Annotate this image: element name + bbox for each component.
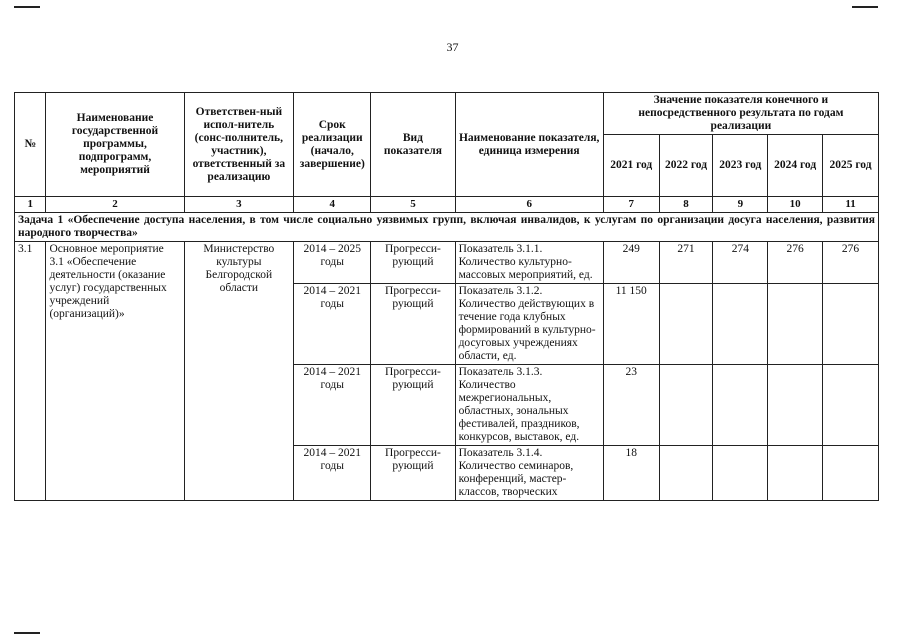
header-row-1 xyxy=(15,93,879,135)
col-number: 3 xyxy=(184,197,294,213)
col-number: 9 xyxy=(713,197,768,213)
page-number: 37 xyxy=(446,40,459,54)
indicator-type: Прогресси-рующий xyxy=(371,365,455,446)
indicator-term: 2014 – 2021 годы xyxy=(294,446,371,501)
col-number: 5 xyxy=(371,197,455,213)
indicator-value-2025 xyxy=(823,446,879,501)
col-number: 1 xyxy=(15,197,46,213)
col-number: 8 xyxy=(659,197,713,213)
indicator-value-2024 xyxy=(768,365,823,446)
col-number: 7 xyxy=(603,197,659,213)
task-title: Задача 1 «Обеспечение доступа населения, в том числе социально уязвимых групп, включая инвалидов, к услугам по организации досуга населения, развития народного творчества» xyxy=(15,213,879,242)
col-number: 10 xyxy=(768,197,823,213)
header-num: № xyxy=(15,93,46,197)
activity-name: Основное мероприятие 3.1 «Обеспечение деятельности (оказание услуг) государственных учреждений (организаций)» xyxy=(46,242,184,501)
indicator-value-2022 xyxy=(659,446,713,501)
header-year-2023: 2023 год xyxy=(713,135,768,197)
indicator-value-2025 xyxy=(823,365,879,446)
row-number: 3.1 xyxy=(15,242,46,501)
indicator-value-2021: 11 150 xyxy=(603,284,659,365)
indicator-value-2023 xyxy=(713,284,768,365)
indicator-value-2022 xyxy=(659,284,713,365)
indicator-row xyxy=(15,242,879,284)
header-responsible: Ответствен-ный испол-нитель (сонс-полнитель, участник), ответственный за реализацию xyxy=(184,93,294,197)
header-indicator: Наименование показателя, единица измерения xyxy=(455,93,603,197)
responsible-name: Министерство культуры Белгородской области xyxy=(184,242,294,501)
indicator-name: Показатель 3.1.3. Количество межрегиональных, областных, зональных фестивалей, праздников, конкурсов, выставок, ед. xyxy=(455,365,603,446)
indicator-term: 2014 – 2021 годы xyxy=(294,365,371,446)
indicator-type: Прогресси-рующий xyxy=(371,242,455,284)
indicator-value-2024: 276 xyxy=(768,242,823,284)
indicator-value-2024 xyxy=(768,284,823,365)
col-number: 4 xyxy=(294,197,371,213)
task-row xyxy=(15,213,879,242)
indicator-value-2021: 249 xyxy=(603,242,659,284)
header-term: Срок реализации (начало, завершение) xyxy=(294,93,371,197)
corner-mark-top-left xyxy=(14,6,40,8)
indicator-value-2023 xyxy=(713,365,768,446)
col-number: 6 xyxy=(455,197,603,213)
header-value-group: Значение показателя конечного и непосредственного результата по годам реализации xyxy=(603,93,878,135)
indicator-value-2022: 271 xyxy=(659,242,713,284)
indicator-value-2024 xyxy=(768,446,823,501)
indicator-name: Показатель 3.1.1. Количество культурно-массовых мероприятий, ед. xyxy=(455,242,603,284)
indicator-term: 2014 – 2025 годы xyxy=(294,242,371,284)
indicators-table xyxy=(14,92,879,501)
indicator-term: 2014 – 2021 годы xyxy=(294,284,371,365)
header-year-2021: 2021 год xyxy=(603,135,659,197)
header-year-2022: 2022 год xyxy=(659,135,713,197)
indicator-value-2021: 23 xyxy=(603,365,659,446)
header-year-2025: 2025 год xyxy=(823,135,879,197)
header-year-2024: 2024 год xyxy=(768,135,823,197)
indicator-value-2021: 18 xyxy=(603,446,659,501)
indicator-value-2022 xyxy=(659,365,713,446)
indicator-value-2025: 276 xyxy=(823,242,879,284)
corner-mark-bottom-left xyxy=(14,632,40,634)
indicator-type: Прогресси-рующий xyxy=(371,446,455,501)
indicator-value-2023 xyxy=(713,446,768,501)
header-type: Вид показателя xyxy=(371,93,455,197)
column-number-row xyxy=(15,197,879,213)
header-name: Наименование государственной программы, подпрограмм, мероприятий xyxy=(46,93,184,197)
indicator-name: Показатель 3.1.4. Количество семинаров, конференций, мастер-классов, творческих xyxy=(455,446,603,501)
indicator-value-2023: 274 xyxy=(713,242,768,284)
col-number: 11 xyxy=(823,197,879,213)
corner-mark-top-right xyxy=(852,6,878,8)
col-number: 2 xyxy=(46,197,184,213)
indicator-name: Показатель 3.1.2. Количество действующих в течение года клубных формирований в культурно-досуговых учреждениях области, ед. xyxy=(455,284,603,365)
indicator-value-2025 xyxy=(823,284,879,365)
indicator-type: Прогресси-рующий xyxy=(371,284,455,365)
